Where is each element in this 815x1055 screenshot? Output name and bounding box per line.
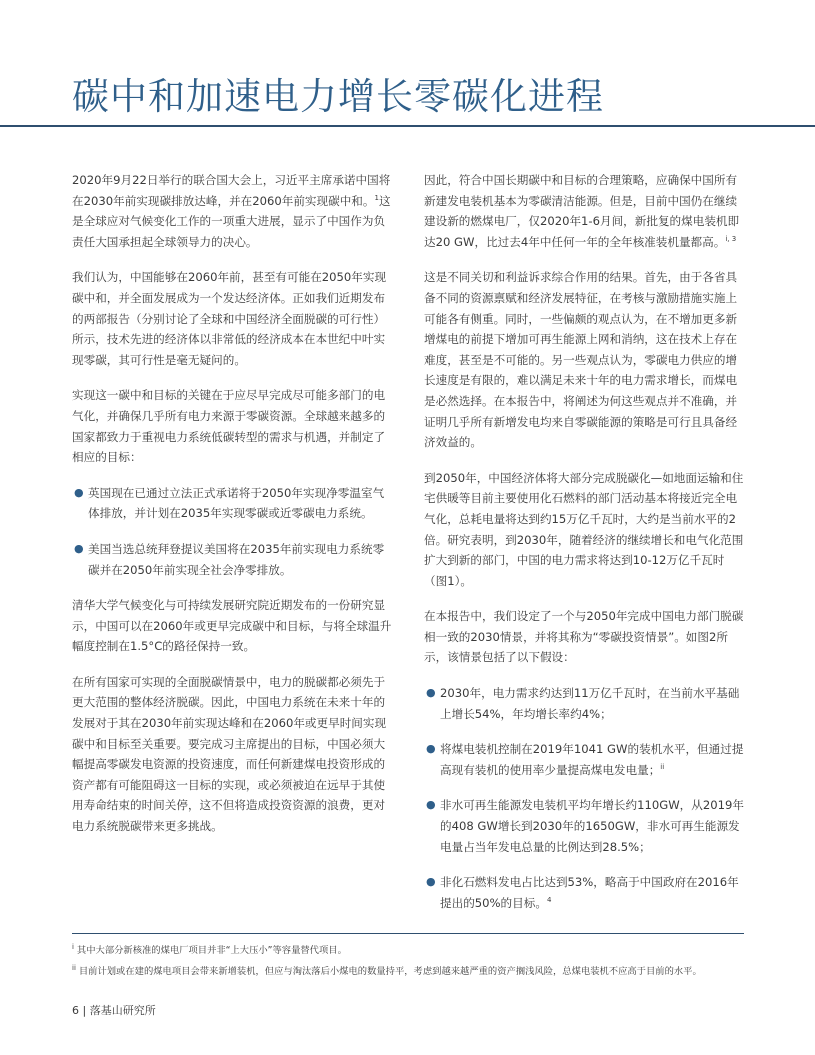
paragraph: 这是不同关切和利益诉求综合作用的结果。首先，由于各省具备不同的资源禀赋和经济发展特征，在考核与激励措施实施上可能各有侧重。同时，一些偏颇的观点认为，在不增加更多新增煤电的前提下增加可再生能源上网和消纳，这在技术上存在难度，甚至是不可能的。另一些观点认为，零碳电力供应的增长速度是有限的，难以满足未来十年的电力需求增长，而煤电是必然选择。在本报告中，将阐述为何这些观点并不准确，并证明几乎所有新增发电均来自零碳能源的策略是可行且具备经济效益的。 xyxy=(424,270,738,450)
list-item: ● 2030年，电力需求约达到11万亿千瓦时，在当前水平基础上增长54%，年均增长率约4%； xyxy=(424,683,746,724)
bullet-icon: ● xyxy=(426,798,436,812)
footnote: $^{ii}$ 目前计划或在建的煤电项目会带来新增装机，但应与淘汰落后小煤电的数量持平，考虑到越来越严重的资产搁浅风险，总煤电装机不应高于目前的水平。 xyxy=(72,963,702,977)
bullet-icon: ● xyxy=(426,875,436,889)
paragraph: 在本报告中，我们设定了一个与2050年完成中国电力部门脱碳相一致的2030情景，并将其称为“零碳投资情景”。如图2所示，该情景包括了以下假设： xyxy=(424,609,744,665)
bullet-icon: ● xyxy=(74,485,84,499)
title-divider xyxy=(0,125,815,127)
list-item: ● 英国现在已通过立法正式承诺将于2050年实现净零温室气体排放，并计划在2035年实现零碳或近零碳电力系统。 xyxy=(72,483,392,524)
page-title: 碳中和加速电力增长零碳化进程 xyxy=(72,75,604,118)
footnote-ref: 1 xyxy=(374,193,379,202)
footnotes xyxy=(72,940,762,982)
paragraph: 清华大学气候变化与可持续发展研究院近期发布的一份研究显示，中国可以在2060年或更早完成碳中和目标，与将全球温升幅度控制在1.5°C的路径保持一致。 xyxy=(72,598,392,654)
list-item: ● 将煤电装机控制在2019年1041 GW的装机水平，但通过提高现有装机的使用率少量提高煤电发电量；$^{ii}$ xyxy=(424,739,746,780)
paragraph: 因此，符合中国长期碳中和目标的合理策略，应确保中国所有新建发电装机基本为零碳清洁能源。但是，目前中国仍在继续建设新的燃煤电厂，仅2020年1-6月间，新批复的煤电装机即达20 GW，比过去4年中任何一年的全年核准装机量都高。$^{i, 3}$ xyxy=(424,173,740,249)
right-column xyxy=(424,170,746,928)
footnote-ref: ii xyxy=(660,762,665,771)
footnote-ref: 4 xyxy=(546,895,552,904)
paragraph: 在所有国家可实现的全面脱碳情景中，电力的脱碳都必须先于更大范围的整体经济脱碳。因此，中国电力系统在未来十年的发展对于其在2030年前实现达峰和在2060年或更早时间实现碳中和目标至关重要。要完成习主席提出的目标，中国必须大幅提高零碳发电资源的投资速度，而任何新建煤电投资形成的资产都有可能阻碍这一目标的实现，或必须被迫在远早于其使用寿命结束的时间关停，这不但将造成投资资源的浪费，更对电力系统脱碳带来更多挑战。 xyxy=(72,674,387,834)
paragraph: 我们认为，中国能够在2060年前，甚至有可能在2050年实现碳中和，并全面发展成为一个发达经济体。正如我们近期发布的两部报告（分别讨论了全球和中国经济全面脱碳的可行性）所示，技术先进的经济体以非常低的经济成本在本世纪中叶实现零碳，其可行性是毫无疑问的。 xyxy=(72,270,387,367)
bullet-icon: ● xyxy=(426,686,436,700)
bullet-list xyxy=(72,483,392,580)
footnote: $^i$ 其中大部分新核准的煤电厂项目并非“上大压小”等容量替代项目。 xyxy=(72,942,347,956)
list-item: ● 美国当选总统拜登提议美国将在2035年前实现电力系统零碳并在2050年前实现全社会净零排放。 xyxy=(72,539,392,580)
left-column xyxy=(72,170,392,852)
list-item: ● 非水可再生能源发电装机平均年增长约110GW，从2019年的408 GW增长到2030年的1650GW，非水可再生能源发电量占当年发电总量的比例达到28.5%； xyxy=(424,795,746,857)
page-footer: 6 | 落基山研究所 xyxy=(72,1004,156,1017)
paragraph: 实现这一碳中和目标的关键在于应尽早完成尽可能多部门的电气化，并确保几乎所有电力来源于零碳资源。全球越来越多的国家都致力于重视电力系统低碳转型的需求与机遇，并制定了相应的目标： xyxy=(72,388,386,465)
bullet-icon: ● xyxy=(74,541,84,555)
paragraph: 到2050年，中国经济体将大部分完成脱碳化—如地面运输和住宅供暖等目前主要使用化石燃料的部门活动基本将接近完全电气化，总耗电量将达到约15万亿千瓦时，大约是当前水平的2倍。研究表明，到2030年，随着经济的继续增长和电气化范围扩大到新的部门，中国的电力需求将达到10-12万亿千瓦时（图1）。 xyxy=(424,470,744,588)
footnote-divider xyxy=(72,933,744,934)
bullet-list xyxy=(424,683,746,913)
footnote-ref: i, 3 xyxy=(725,234,737,243)
bullet-icon: ● xyxy=(426,742,436,756)
list-item: ● 非化石燃料发电占比达到53%，略高于中国政府在2016年提出的50%的目标。$^4$ xyxy=(424,872,746,913)
paragraph: 2020年9月22日举行的联合国大会上，习近平主席承诺中国将在2030年前实现碳排放达峰，并在2060年前实现碳中和。$^1$这是全球应对气候变化工作的一项重大进展，显示了中国作为负责任大国承担起全球领导力的决心。 xyxy=(72,173,391,249)
